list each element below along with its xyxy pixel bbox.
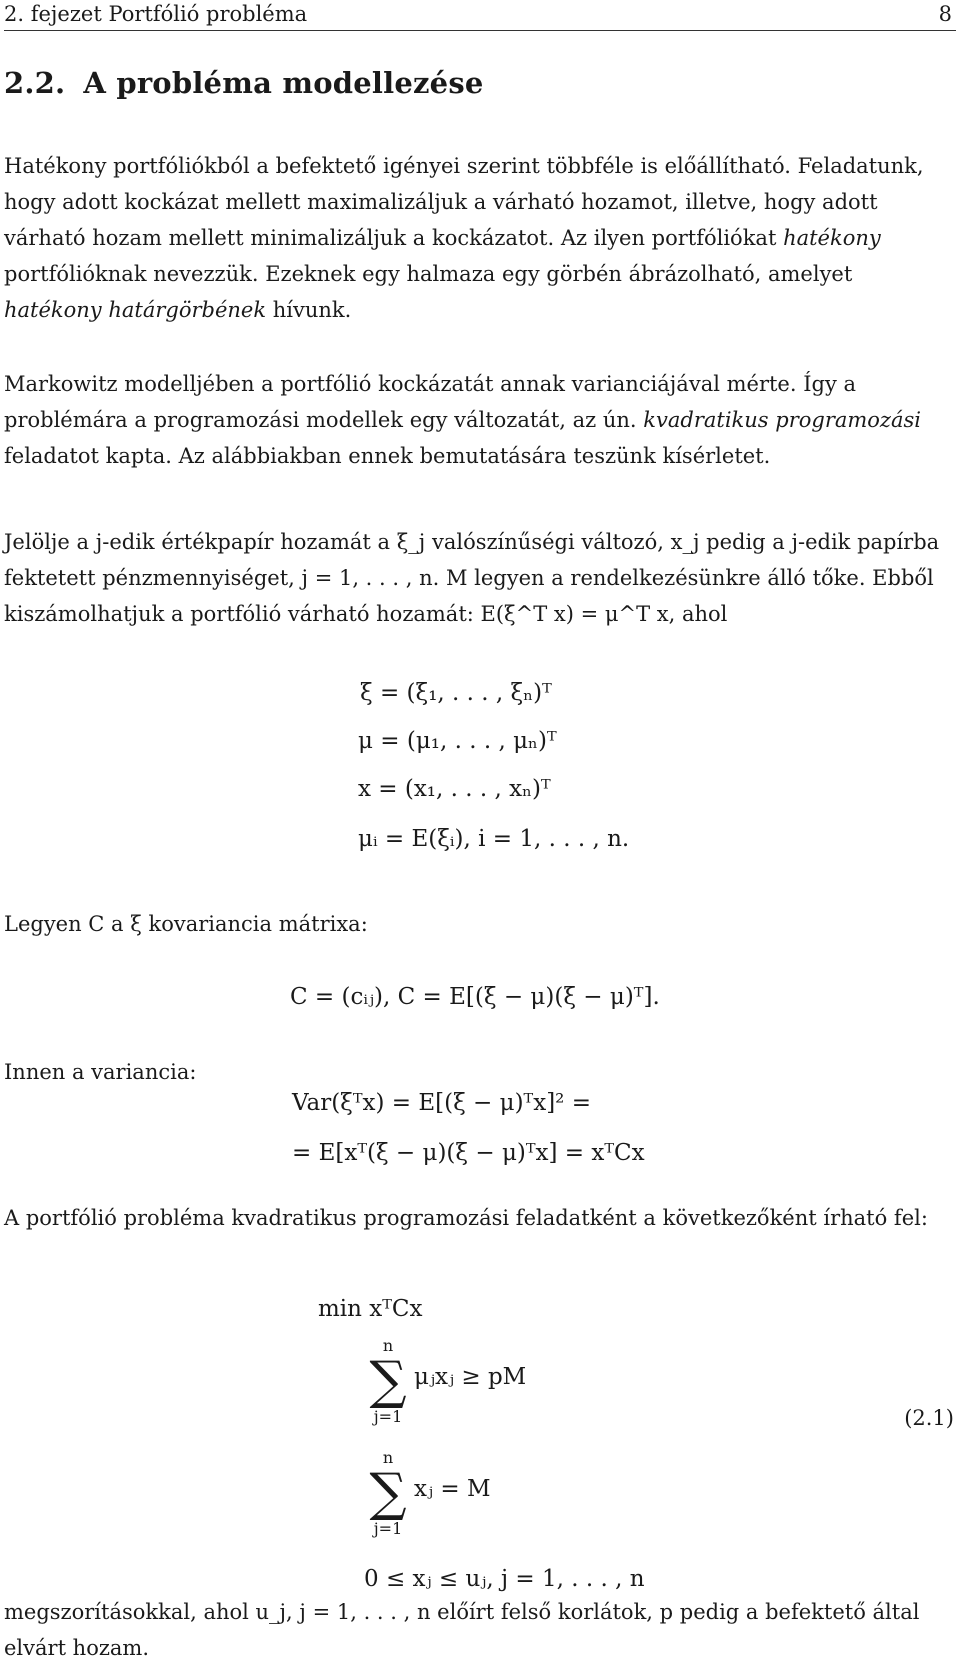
equation-x: x = (x₁, . . . , xₙ)ᵀ: [358, 776, 551, 802]
equation-variance-1: Var(ξᵀx) = E[(ξ − μ)ᵀx]² =: [292, 1090, 591, 1116]
running-header-chapter: 2. fejezet Portfólió probléma: [4, 2, 308, 26]
emphasis-term: kvadratikus programozási: [643, 408, 922, 432]
paragraph-constraints: megszorításokkal, ahol u_j, j = 1, . . . , n előírt felső korlátok, p pedig a befektető által elvárt hozam.: [4, 1600, 920, 1660]
page-number: 8: [938, 2, 952, 26]
sigma-icon: ∑: [369, 1463, 407, 1523]
paragraph-text: hívunk.: [266, 298, 352, 322]
equation-xi: ξ = (ξ₁, . . . , ξₙ)ᵀ: [360, 680, 552, 706]
equation-covariance: C = (cᵢⱼ), C = E[(ξ − μ)(ξ − μ)ᵀ].: [290, 984, 660, 1010]
sum-lower-limit: j=1: [373, 1519, 403, 1538]
emphasis-term: hatékony határgörbének: [4, 298, 267, 322]
sum-upper-limit: n: [382, 1448, 394, 1467]
equation-objective: min xᵀCx: [318, 1296, 423, 1322]
equation-variance-2: = E[xᵀ(ξ − μ)(ξ − μ)ᵀx] = xᵀCx: [292, 1140, 645, 1166]
equation-return-constraint: μⱼxⱼ ≥ pM: [414, 1364, 527, 1390]
equation-bounds: 0 ≤ xⱼ ≤ uⱼ, j = 1, . . . , n: [364, 1566, 645, 1592]
paragraph-problem: A portfólió probléma kvadratikus programozási feladatként a következőként írható fel:: [4, 1206, 928, 1230]
section-title: A probléma modellezése: [83, 66, 484, 100]
sum-lower-limit: j=1: [373, 1407, 403, 1426]
equation-budget-constraint: xⱼ = M: [414, 1476, 491, 1502]
equation-mu-i: μᵢ = E(ξᵢ), i = 1, . . . , n.: [358, 826, 630, 852]
running-header: [4, 0, 956, 31]
paragraph-markowitz: [4, 366, 956, 474]
equation-mu: μ = (μ₁, . . . , μₙ)ᵀ: [358, 728, 557, 754]
paragraph-intro: [4, 148, 956, 328]
paragraph-text: portfólióknak nevezzük. Ezeknek egy halmaza egy görbén ábrázolható, amelyet: [4, 262, 853, 286]
section-number: 2.2.: [4, 66, 66, 100]
paragraph-notation: Jelölje a j-edik értékpapír hozamát a ξ_j valószínűségi változó, x_j pedig a j-edik papírba fektetett pénzmennyiséget, j = 1, . . . , n. M legyen a rendelkezésünkre álló tőke. Ebből kiszámolhatjuk a portfólió várható hozamát: E(ξ^T x) = μ^T x, ahol: [4, 530, 940, 626]
paragraph-variance: Innen a variancia:: [4, 1060, 197, 1084]
equation-number: (2.1): [904, 1406, 954, 1430]
sum-symbol-2: [368, 1448, 408, 1538]
paragraph-text: Markowitz modelljében a portfólió kockázatát annak varianciájával mérte. Így a problémára a programozási modellek egy változatát, az ún.: [4, 372, 856, 432]
sum-symbol-1: [368, 1336, 408, 1426]
paragraph-text: Hatékony portfóliókból a befektető igényei szerint többféle is előállítható. Feladatunk, hogy adott kockázat mellett maximalizáljuk a várható hozamot, illetve, hogy adott várható hozam mellett minimalizáljuk a kockázatot. Az ilyen portfóliókat: [4, 154, 924, 250]
paragraph-covariance: Legyen C a ξ kovariancia mátrixa:: [4, 912, 368, 936]
section-heading: [4, 66, 484, 100]
sigma-icon: ∑: [369, 1351, 407, 1411]
paragraph-text: feladatot kapta. Az alábbiakban ennek bemutatására teszünk kísérletet.: [4, 444, 771, 468]
sum-upper-limit: n: [382, 1336, 394, 1355]
emphasis-term: hatékony: [783, 226, 881, 250]
